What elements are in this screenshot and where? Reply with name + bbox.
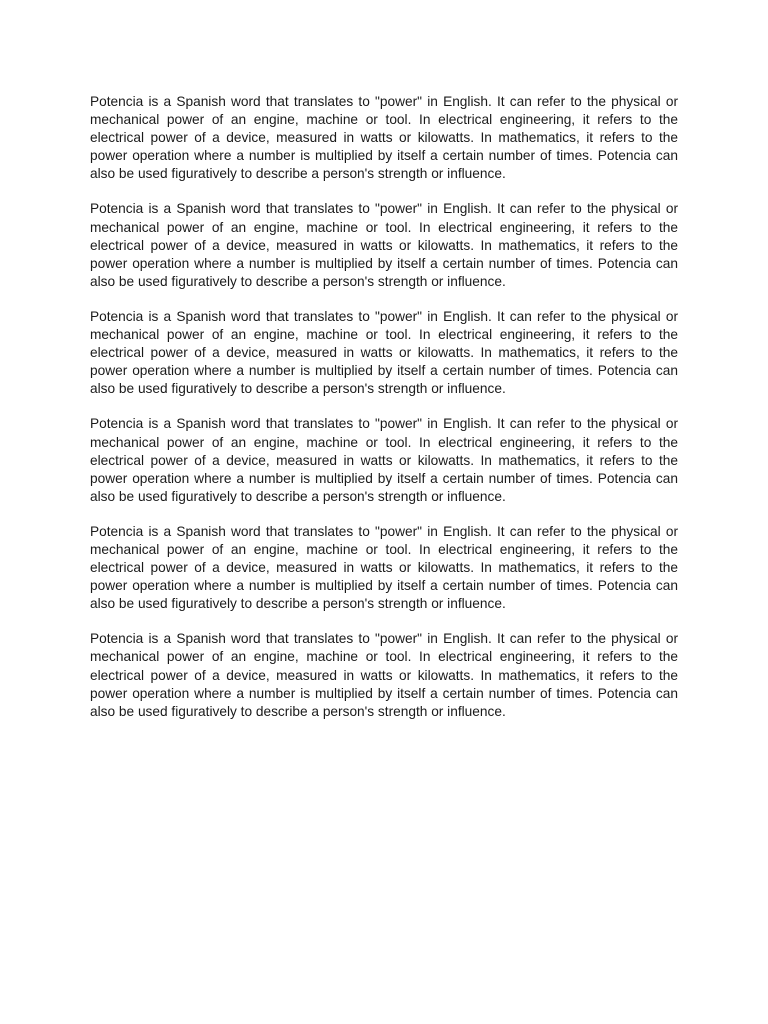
- paragraph: Potencia is a Spanish word that translates to "power" in English. It can refer to the physical or mechanical power of an engine, machine or tool. In electrical engineering, it refers to the electrical power of a device, measured in watts or kilowatts. In mathematics, it refers to the power operation where a number is multiplied by itself a certain number of times. Potencia can also be used figuratively to describe a person's strength or influence.: [90, 631, 678, 719]
- document-page: [90, 93, 678, 738]
- paragraph: Potencia is a Spanish word that translates to "power" in English. It can refer to the physical or mechanical power of an engine, machine or tool. In electrical engineering, it refers to the electrical power of a device, measured in watts or kilowatts. In mathematics, it refers to the power operation where a number is multiplied by itself a certain number of times. Potencia can also be used figuratively to describe a person's strength or influence.: [90, 308, 678, 397]
- paragraph: Potencia is a Spanish word that translates to "power" in English. It can refer to the physical or mechanical power of an engine, machine or tool. In electrical engineering, it refers to the electrical power of a device, measured in watts or kilowatts. In mathematics, it refers to the power operation where a number is multiplied by itself a certain number of times. Potencia can also be used figuratively to describe a person's strength or influence.: [90, 94, 678, 182]
- paragraph: Potencia is a Spanish word that translates to "power" in English. It can refer to the physical or mechanical power of an engine, machine or tool. In electrical engineering, it refers to the electrical power of a device, measured in watts or kilowatts. In mathematics, it refers to the power operation where a number is multiplied by itself a certain number of times. Potencia can also be used figuratively to describe a person's strength or influence.: [90, 416, 678, 504]
- paragraph: Potencia is a Spanish word that translates to "power" in English. It can refer to the physical or mechanical power of an engine, machine or tool. In electrical engineering, it refers to the electrical power of a device, measured in watts or kilowatts. In mathematics, it refers to the power operation where a number is multiplied by itself a certain number of times. Potencia can also be used figuratively to describe a person's strength or influence.: [90, 523, 678, 612]
- paragraph: Potencia is a Spanish word that translates to "power" in English. It can refer to the physical or mechanical power of an engine, machine or tool. In electrical engineering, it refers to the electrical power of a device, measured in watts or kilowatts. In mathematics, it refers to the power operation where a number is multiplied by itself a certain number of times. Potencia can also be used figuratively to describe a person's strength or influence.: [90, 201, 678, 289]
